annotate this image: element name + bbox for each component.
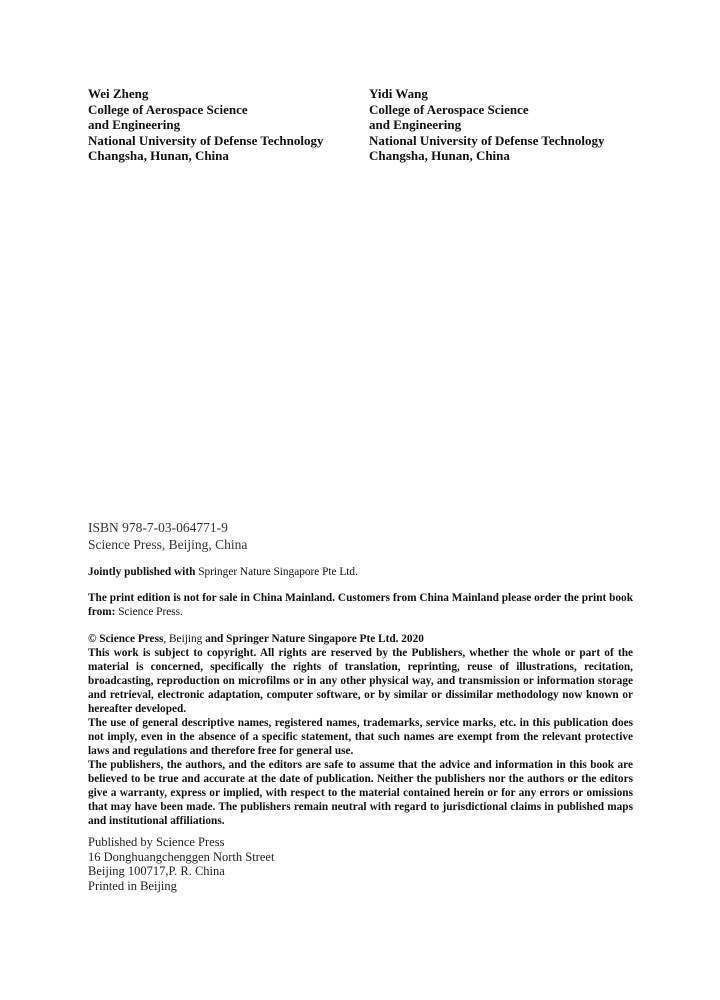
author-name: Yidi Wang [369, 86, 428, 101]
copyright-holder: © Science Press [88, 633, 164, 645]
jointly-value: Springer Nature Singapore Pte Ltd. [198, 566, 358, 578]
author-affiliation-line: and Engineering [369, 117, 462, 132]
author-affiliation-line: National University of Defense Technology [88, 132, 324, 148]
copyright-rest: and Springer Nature Singapore Pte Ltd. 2020 [202, 633, 424, 645]
author-affiliation-line: Changsha, Hunan, China [369, 148, 510, 163]
authors-block [88, 86, 648, 164]
print-edition-notice [88, 591, 633, 619]
isbn-block [88, 519, 633, 553]
jointly-published [88, 565, 633, 579]
publisher-address: 16 Donghuangchenggen North Street [88, 849, 275, 864]
jointly-label: Jointly published with [88, 566, 196, 578]
publisher-info [88, 835, 274, 893]
author-affiliation-line: College of Aerospace Science [369, 101, 529, 117]
author-name: Wei Zheng [88, 86, 149, 101]
copyright-paragraph-3: The publishers, the authors, and the editors are safe to assume that the advice and information in this book are believed to be true and accurate at the date of publication. Neither the publishers nor the authors or the editors give a warranty, express or implied, with respect to the material contained herein or for any errors or omissions that may have been made. The publishers remain neutral with regard to jurisdictional claims in published maps and institutional affiliations. [88, 759, 633, 827]
author-affiliation-line: National University of Defense Technology [369, 132, 605, 148]
print-edition-value: Science Press. [118, 606, 183, 618]
copyright-section [88, 519, 633, 828]
copyright-paragraph-1: This work is subject to copyright. All rights are reserved by the Publishers, whether the whole or part of the material is concerned, specifically the rights of translation, reprinting, reuse of illustrations, recitation, broadcasting, reproduction on microfilms or in any other physical way, and transmission or information storage and retrieval, electronic adaptation, computer software, or by similar or dissimilar methodology now known or hereafter developed. [88, 647, 633, 715]
copyright-paragraph-2: The use of general descriptive names, registered names, trademarks, service marks, etc. in this publication does not imply, even in the absence of a specific statement, that such names are exempt from the relevant protective laws and regulations and therefore free for general use. [88, 717, 633, 757]
printed-in: Printed in Beijing [88, 878, 177, 893]
publisher-line: Published by Science Press [88, 835, 225, 849]
isbn-publisher: Science Press, Beijing, China [88, 537, 248, 552]
copyright-place: , Beijing [163, 633, 203, 645]
author-affiliation-line: College of Aerospace Science [88, 101, 248, 117]
publisher-city: Beijing 100717,P. R. China [88, 864, 225, 879]
author-affiliation-line: Changsha, Hunan, China [88, 148, 229, 163]
copyright-line [88, 632, 633, 646]
author-affiliation-line: and Engineering [88, 117, 181, 132]
copyright-notice [88, 632, 633, 828]
author-yidi-wang [369, 86, 604, 164]
isbn-number: ISBN 978-7-03-064771-9 [88, 520, 228, 535]
print-edition-text: The print edition is not for sale in China Mainland. Customers from China Mainland please order the print book from: [88, 592, 633, 618]
author-wei-zheng [88, 86, 369, 164]
